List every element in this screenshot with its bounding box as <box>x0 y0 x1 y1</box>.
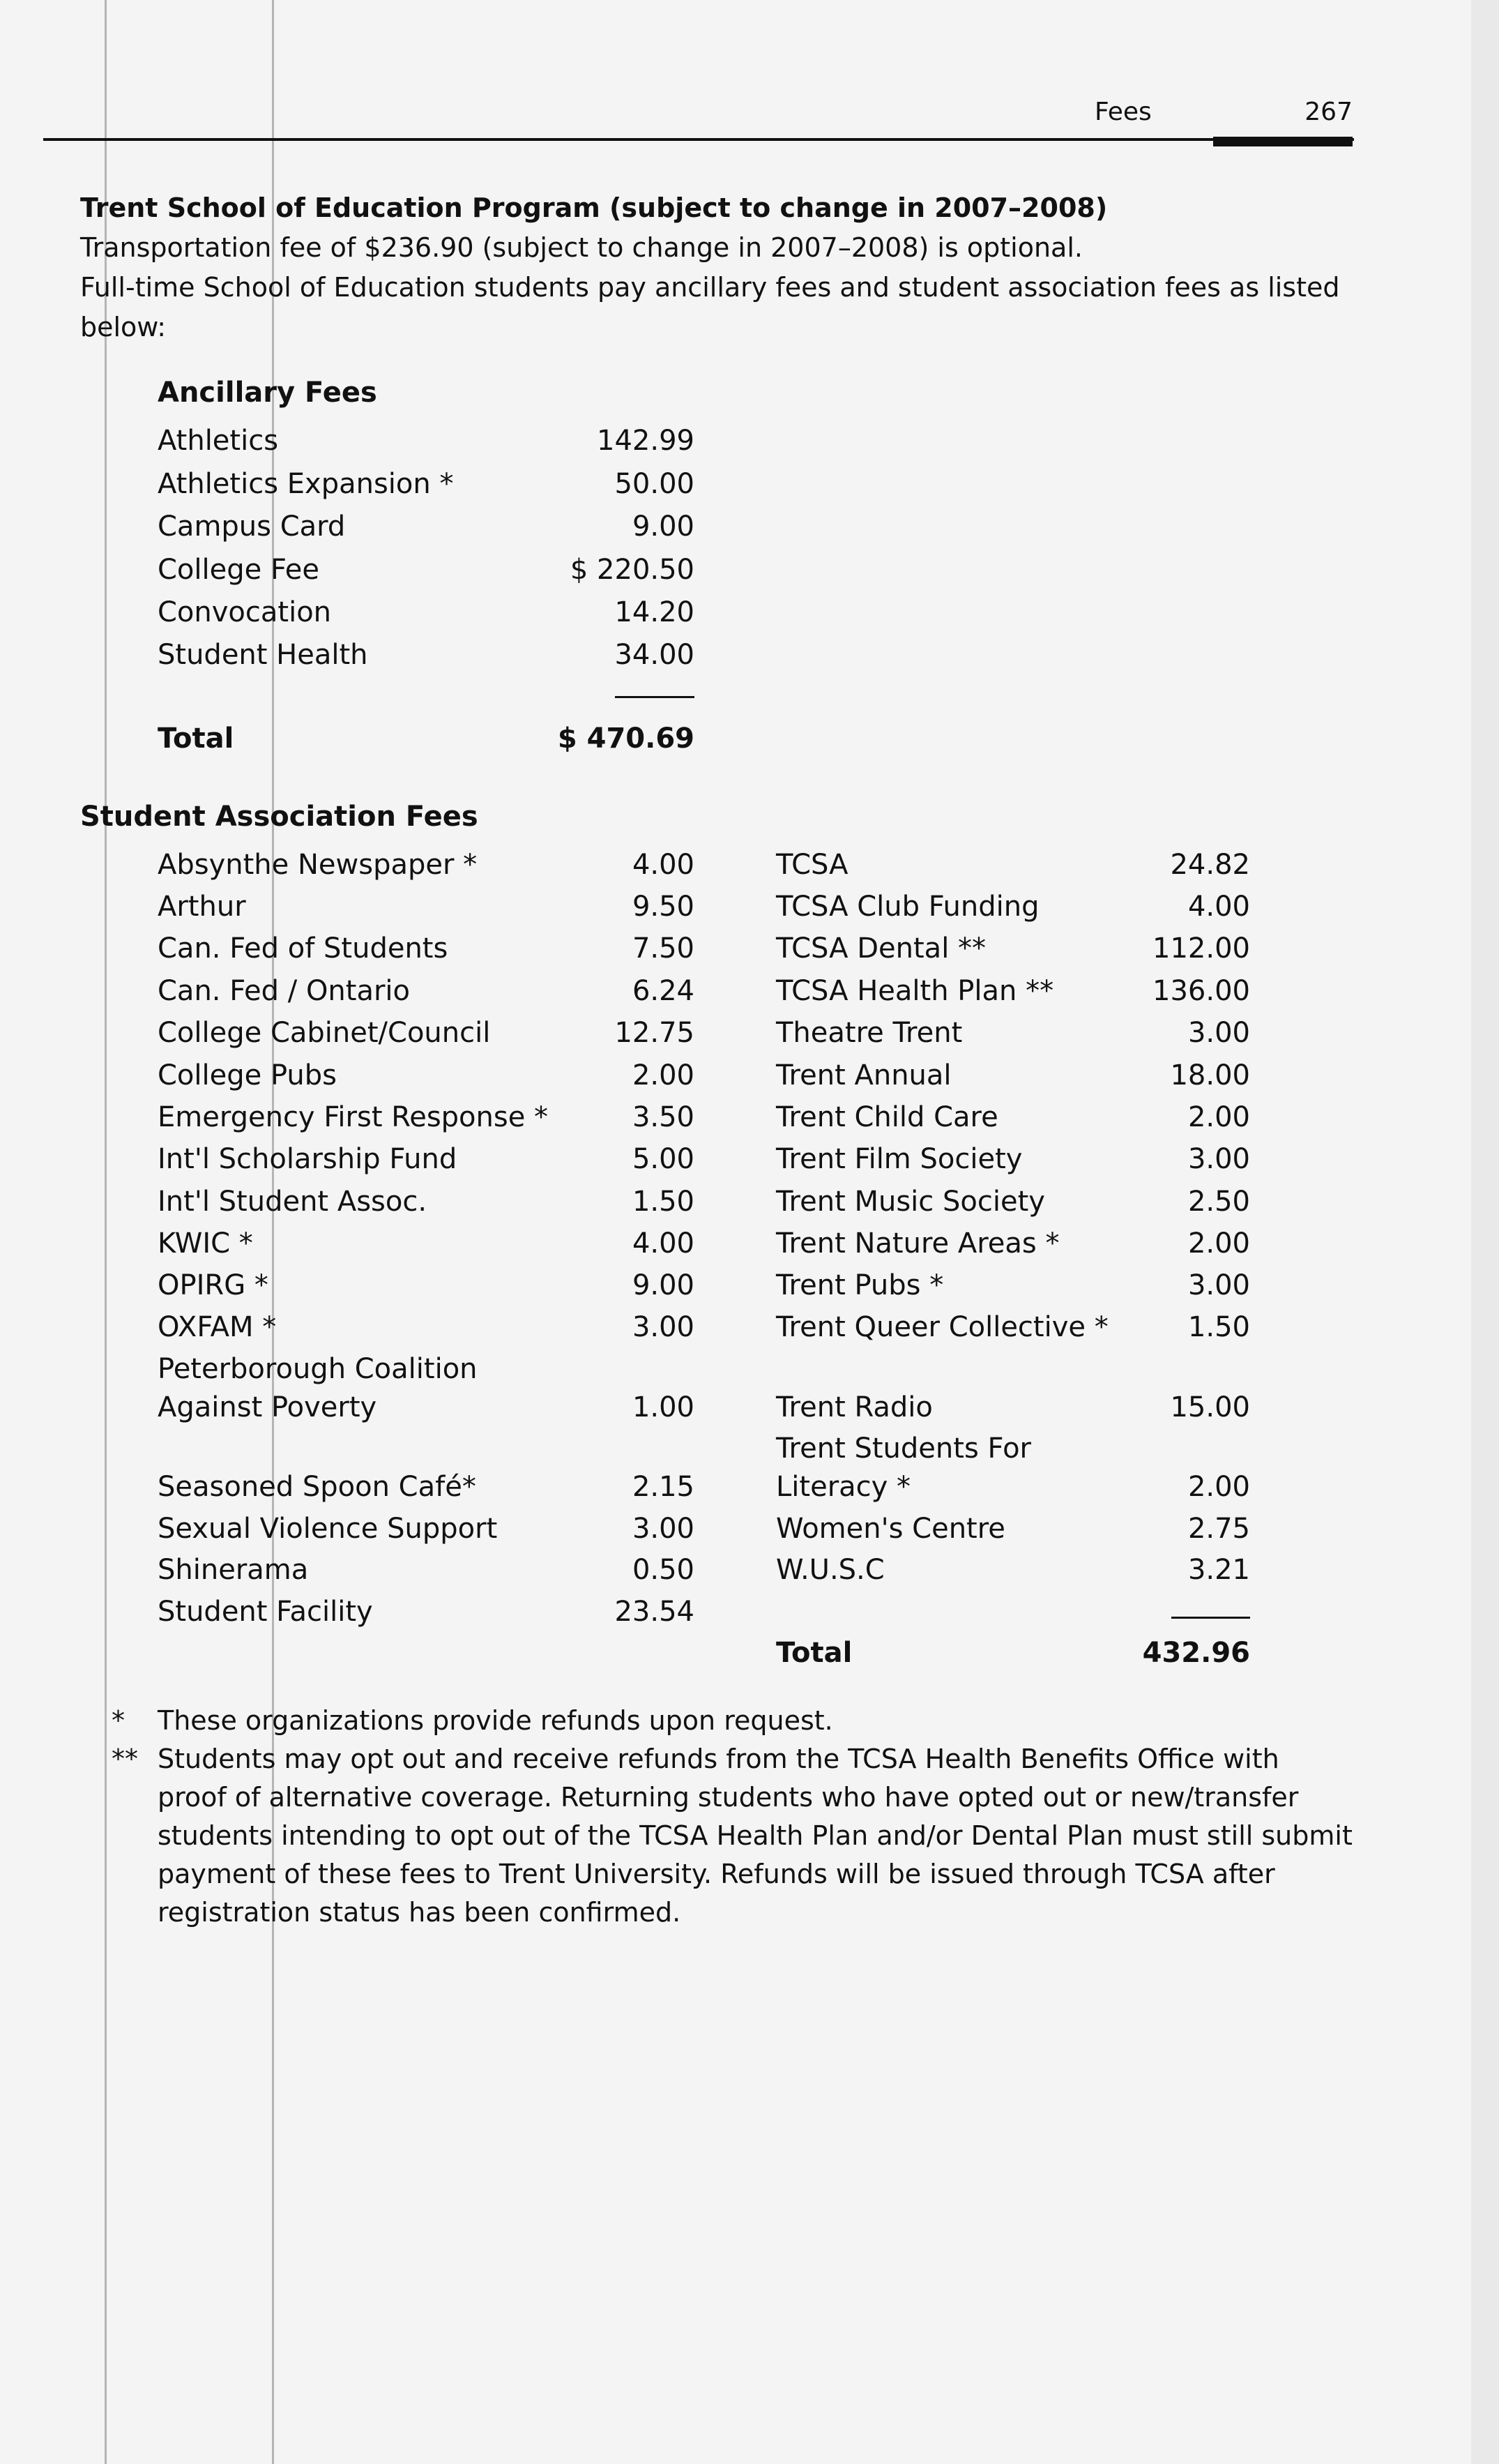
intro-paragraph: Full-time School of Education students pay ancillary fees and student association fees as listed below: <box>80 272 1340 342</box>
fee-amount: 18.00 <box>1170 1059 1250 1091</box>
fee-row <box>776 1508 1250 1550</box>
fee-label: Trent Pubs * <box>776 1269 944 1301</box>
fee-row <box>158 928 694 969</box>
fee-amount: 2.00 <box>1187 1471 1250 1503</box>
fee-amount: $ 220.50 <box>570 554 694 586</box>
fee-amount: 9.00 <box>632 511 694 543</box>
ancillary-fees-title: Ancillary Fees <box>158 377 377 409</box>
fee-row <box>776 1096 1250 1138</box>
fee-row <box>776 1428 1250 1469</box>
fee-amount: 142.99 <box>597 425 694 457</box>
fee-label: Int'l Student Assoc. <box>158 1186 427 1218</box>
fee-label: Theatre Trent <box>776 1017 963 1049</box>
association-total-row <box>776 1632 1250 1674</box>
fee-amount: 136.00 <box>1152 975 1250 1007</box>
fee-row <box>158 844 694 886</box>
fee-row <box>158 634 694 676</box>
fee-row <box>158 1466 694 1508</box>
fee-label: Literacy * <box>776 1471 911 1503</box>
fee-row <box>158 420 694 462</box>
fee-amount: 2.15 <box>632 1471 694 1503</box>
fee-row <box>776 1264 1250 1306</box>
fee-row <box>776 1138 1250 1180</box>
fee-label: College Pubs <box>158 1059 337 1091</box>
fee-label: Int'l Scholarship Fund <box>158 1143 457 1175</box>
page-number: 267 <box>1304 98 1353 126</box>
fee-amount: 9.00 <box>632 1269 694 1301</box>
footnotes <box>112 1702 1353 1932</box>
fee-label: Can. Fed of Students <box>158 932 448 965</box>
fee-amount: 0.50 <box>632 1554 694 1586</box>
fee-label: Peterborough Coalition <box>158 1353 478 1385</box>
fee-row <box>776 1466 1250 1508</box>
fee-amount: 50.00 <box>614 468 694 500</box>
fee-label: Women's Centre <box>776 1513 1005 1545</box>
fee-amount: 15.00 <box>1170 1391 1250 1423</box>
fee-row <box>158 1223 694 1264</box>
fee-amount: 4.00 <box>632 1227 694 1260</box>
fee-amount: 3.00 <box>632 1311 694 1343</box>
fee-amount: 9.50 <box>632 891 694 923</box>
fee-amount: 24.82 <box>1170 849 1250 881</box>
fee-row <box>158 591 694 633</box>
fee-amount: 1.00 <box>632 1391 694 1423</box>
fee-label: Sexual Violence Support <box>158 1513 498 1545</box>
fee-row <box>776 970 1250 1012</box>
fee-row <box>776 886 1250 928</box>
total-amount: 432.96 <box>1142 1637 1250 1669</box>
fee-amount: 2.00 <box>1187 1101 1250 1133</box>
fee-row <box>158 1549 694 1591</box>
fee-amount: 23.54 <box>614 1596 694 1628</box>
fee-label: OPIRG * <box>158 1269 268 1301</box>
fee-amount: 34.00 <box>614 639 694 671</box>
fee-row <box>158 549 694 591</box>
ancillary-total-row <box>158 718 694 759</box>
fee-amount: 4.00 <box>632 849 694 881</box>
fee-row <box>158 1306 694 1348</box>
fee-amount: 1.50 <box>632 1186 694 1218</box>
fee-row <box>158 1348 694 1390</box>
bleed-through-line <box>105 0 107 2464</box>
fee-label: Student Health <box>158 639 368 671</box>
fee-label: Trent Nature Areas * <box>776 1227 1060 1260</box>
fee-row <box>158 1386 694 1428</box>
fee-label: Athletics Expansion * <box>158 468 454 500</box>
total-label: Total <box>776 1637 853 1669</box>
fee-amount: 2.00 <box>1187 1227 1250 1260</box>
fee-label: Emergency First Response * <box>158 1101 549 1133</box>
fee-amount: 3.21 <box>1187 1554 1250 1586</box>
fee-row <box>776 1549 1250 1591</box>
fee-label: TCSA <box>776 849 849 881</box>
fee-row <box>776 1386 1250 1428</box>
fee-label: Campus Card <box>158 511 346 543</box>
fee-row <box>158 506 694 547</box>
total-label: Total <box>158 723 234 755</box>
footnote <box>112 1740 1353 1932</box>
fee-label: Trent Radio <box>776 1391 933 1423</box>
footnote <box>112 1702 1353 1740</box>
header-rule <box>43 138 1354 141</box>
fee-label: Trent Child Care <box>776 1101 998 1133</box>
fee-row <box>776 928 1250 969</box>
fee-amount: 2.75 <box>1187 1513 1250 1545</box>
fee-row <box>158 1264 694 1306</box>
fee-amount: 6.24 <box>632 975 694 1007</box>
page-header <box>1095 98 1353 139</box>
fee-amount: 1.50 <box>1187 1311 1250 1343</box>
fee-label: Trent Film Society <box>776 1143 1023 1175</box>
fee-label: Trent Annual <box>776 1059 952 1091</box>
fee-row <box>158 1181 694 1223</box>
fee-amount: 112.00 <box>1152 932 1250 965</box>
fee-label: OXFAM * <box>158 1311 277 1343</box>
header-rule-tab <box>1213 137 1353 146</box>
section-title: Fees <box>1095 98 1152 126</box>
fee-row <box>776 844 1250 886</box>
total-amount: $ 470.69 <box>557 723 694 755</box>
fee-row <box>158 1508 694 1550</box>
fee-label: College Fee <box>158 554 319 586</box>
fee-row <box>158 1055 694 1096</box>
fee-label: Trent Students For <box>776 1433 1031 1465</box>
fee-label: Seasoned Spoon Café* <box>158 1471 476 1503</box>
footnote-text: These organizations provide refunds upon request. <box>158 1705 833 1736</box>
fee-label: KWIC * <box>158 1227 253 1260</box>
fee-label: Can. Fed / Ontario <box>158 975 411 1007</box>
fee-row <box>158 463 694 505</box>
fee-amount: 3.50 <box>632 1101 694 1133</box>
fee-label: Against Poverty <box>158 1391 377 1423</box>
fee-amount: 3.00 <box>1187 1143 1250 1175</box>
fee-row <box>158 886 694 928</box>
fee-label: Student Facility <box>158 1596 373 1628</box>
fee-label: Trent Queer Collective * <box>776 1311 1109 1343</box>
fee-label: TCSA Health Plan ** <box>776 975 1054 1007</box>
fee-row <box>776 1181 1250 1223</box>
fee-amount: 5.00 <box>632 1143 694 1175</box>
fee-label: Convocation <box>158 596 332 628</box>
fee-label: TCSA Club Funding <box>776 891 1040 923</box>
transportation-note: Transportation fee of $236.90 (subject to change in 2007–2008) is optional. <box>80 232 1083 263</box>
student-association-fees-title: Student Association Fees <box>80 801 478 833</box>
fee-label: College Cabinet/Council <box>158 1017 491 1049</box>
footnote-mark: ** <box>112 1744 138 1774</box>
fee-amount: 12.75 <box>614 1017 694 1049</box>
fee-label: TCSA Dental ** <box>776 932 987 965</box>
fee-amount: 3.00 <box>1187 1017 1250 1049</box>
fee-amount: 14.20 <box>614 596 694 628</box>
fee-amount: 2.00 <box>632 1059 694 1091</box>
footnote-text: Students may opt out and receive refunds from the TCSA Health Benefits Office with proof of alternative coverage. Returning students who have opted out or new/transfer students intending to opt out of the TCSA Health Plan and/or Dental Plan must still submit payment of these fees to Trent University. Refunds will be issued through TCSA after registration status has been confirmed. <box>158 1744 1353 1928</box>
fee-label: Shinerama <box>158 1554 309 1586</box>
fee-amount: 3.00 <box>1187 1269 1250 1301</box>
footnote-mark: * <box>112 1705 125 1736</box>
fee-row <box>776 1306 1250 1348</box>
fee-label: W.U.S.C <box>776 1554 885 1586</box>
fee-amount: 4.00 <box>1187 891 1250 923</box>
fee-label: Arthur <box>158 891 246 923</box>
association-sum-rule <box>1171 1617 1250 1619</box>
ancillary-sum-rule <box>615 696 694 698</box>
fee-amount: 7.50 <box>632 932 694 965</box>
fee-row <box>158 1096 694 1138</box>
fee-amount: 2.50 <box>1187 1186 1250 1218</box>
fee-label: Absynthe Newspaper * <box>158 849 478 881</box>
fee-label: Trent Music Society <box>776 1186 1045 1218</box>
fee-row <box>158 1012 694 1054</box>
fee-amount: 3.00 <box>632 1513 694 1545</box>
fee-row <box>158 1138 694 1180</box>
fee-row <box>776 1223 1250 1264</box>
fee-row <box>776 1012 1250 1054</box>
program-heading: Trent School of Education Program (subject to change in 2007–2008) <box>80 192 1108 223</box>
fee-row <box>158 1591 694 1633</box>
fee-label: Athletics <box>158 425 279 457</box>
fee-row <box>776 1055 1250 1096</box>
intro-block <box>80 188 1349 347</box>
fee-row <box>158 970 694 1012</box>
